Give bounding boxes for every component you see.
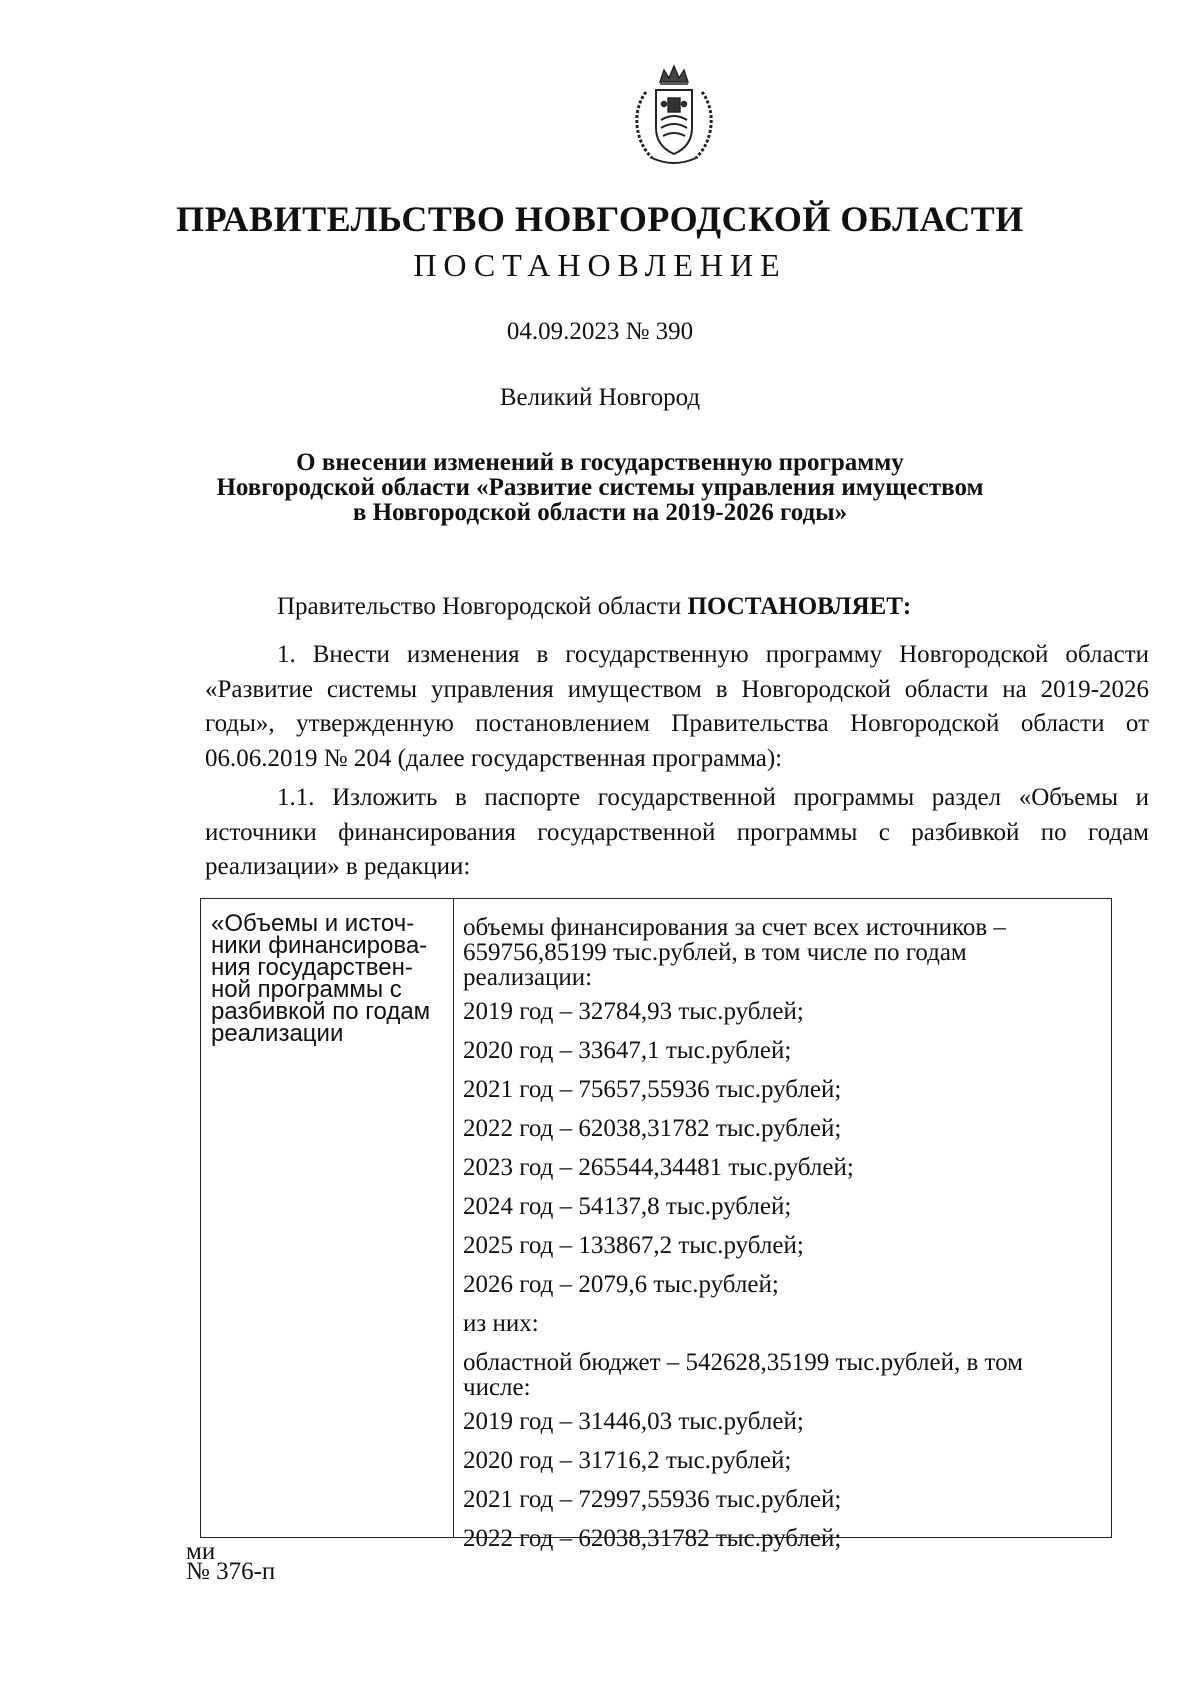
left-cell-line: «Объемы и источ- bbox=[211, 910, 415, 937]
right-cell-line: 2021 год – 75657,55936 тыс.рублей; bbox=[463, 1076, 842, 1103]
right-cell-line: числе: bbox=[463, 1374, 531, 1401]
right-cell-line: 2025 год – 133867,2 тыс.рублей; bbox=[463, 1232, 804, 1259]
footer-initials: ми bbox=[186, 1538, 216, 1565]
left-cell-line: ники финансирова- bbox=[211, 932, 428, 959]
left-cell-line: разбивкой по годам bbox=[211, 998, 431, 1025]
right-cell-line: областной бюджет – 542628,35199 тыс.рублей, в том bbox=[463, 1349, 1023, 1376]
right-cell-line: 2019 год – 31446,03 тыс.рублей; bbox=[463, 1408, 804, 1435]
left-cell-line: ния государствен- bbox=[211, 954, 413, 981]
table-column-divider bbox=[453, 899, 454, 1537]
left-cell-line: реализации bbox=[211, 1020, 344, 1047]
paragraph-1: 1. Внести изменения в государственную программу Новгородской области «Развитие системы управления имуществом в Новгородской области на 2019-2026 годы», утвержденную постановлением Правительства Новгородской области от 06.06.2019 № 204 (далее государственная программа): bbox=[205, 641, 1149, 772]
government-title: ПРАВИТЕЛЬСТВО НОВГОРОДСКОЙ ОБЛАСТИ bbox=[176, 199, 1024, 239]
right-cell-line: 2026 год – 2079,6 тыс.рублей; bbox=[463, 1271, 779, 1298]
document-type: ПОСТАНОВЛЕНИЕ bbox=[413, 247, 787, 283]
right-cell-line: 2019 год – 32784,93 тыс.рублей; bbox=[463, 998, 804, 1025]
left-cell-line: ной программы с bbox=[211, 976, 402, 1003]
right-cell-line: 2023 год – 265544,34481 тыс.рублей; bbox=[463, 1154, 854, 1181]
heading-line: в Новгородской области на 2019-2026 годы» bbox=[352, 499, 848, 526]
right-cell-line: 2022 год – 62038,31782 тыс.рублей; bbox=[463, 1525, 842, 1552]
document-heading bbox=[0, 450, 1200, 525]
resolution-intro bbox=[205, 590, 1149, 625]
coat-of-arms-emblem bbox=[628, 62, 720, 170]
right-cell-line: 2020 год – 33647,1 тыс.рублей; bbox=[463, 1037, 792, 1064]
right-cell-line: 2021 год – 72997,55936 тыс.рублей; bbox=[463, 1486, 842, 1513]
document-place: Великий Новгород bbox=[499, 384, 701, 411]
financing-table bbox=[200, 898, 1112, 1552]
intro-text: Правительство Новгородской области bbox=[277, 593, 682, 620]
right-cell-line: объемы финансирования за счет всех источников – bbox=[463, 914, 1006, 941]
heading-line: О внесении изменений в государственную программу bbox=[296, 449, 904, 476]
footer-ref-number: № 376-п bbox=[186, 1558, 276, 1585]
table-right-cell bbox=[463, 915, 1103, 1565]
document-date-number: 04.09.2023 № 390 bbox=[506, 318, 694, 345]
right-cell-line: из них: bbox=[463, 1310, 539, 1337]
right-cell-line: 659756,85199 тыс.рублей, в том числе по годам bbox=[463, 939, 967, 966]
heading-line: Новгородской области «Развитие системы управления имуществом bbox=[216, 474, 984, 501]
footer-ref bbox=[186, 1538, 276, 1585]
paragraph-1-1: 1.1. Изложить в паспорте государственной программы раздел «Объемы и источники финансирования государственной программы с разбивкой по годам реализации» в редакции: bbox=[205, 784, 1149, 880]
right-cell-line: 2020 год – 31716,2 тыс.рублей; bbox=[463, 1447, 792, 1474]
right-cell-line: 2024 год – 54137,8 тыс.рублей; bbox=[463, 1193, 792, 1220]
intro-resolves: ПОСТАНОВЛЯЕТ: bbox=[687, 593, 912, 620]
table-left-cell bbox=[211, 910, 449, 1047]
right-cell-line: реализации: bbox=[463, 964, 593, 991]
right-cell-line: 2022 год – 62038,31782 тыс.рублей; bbox=[463, 1115, 842, 1142]
